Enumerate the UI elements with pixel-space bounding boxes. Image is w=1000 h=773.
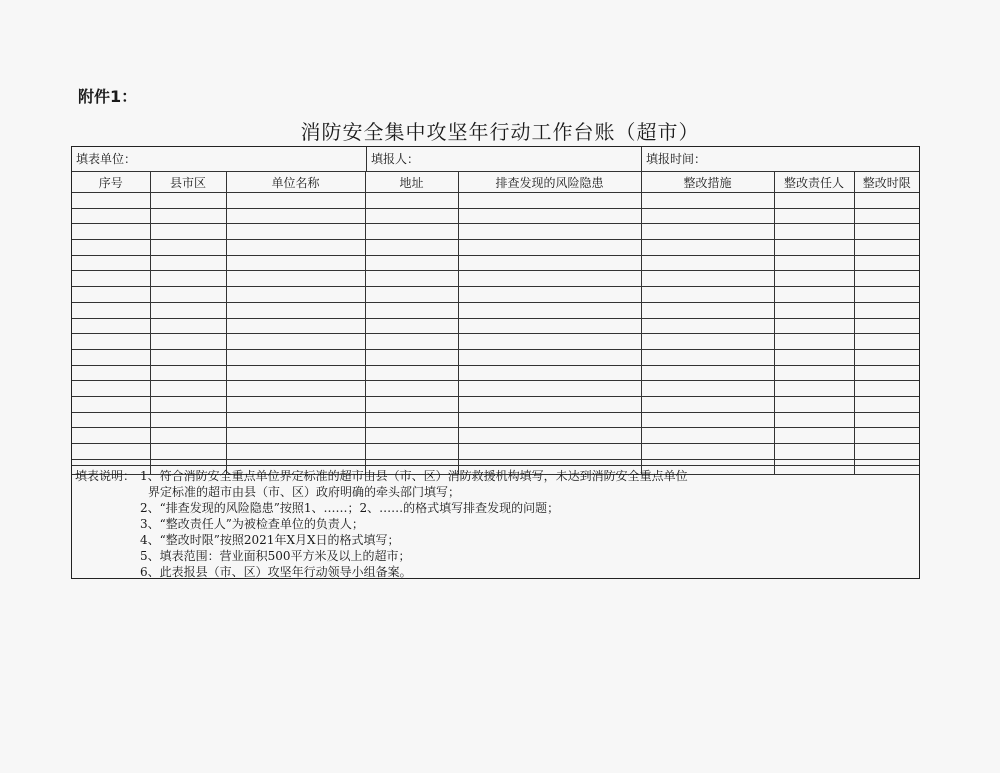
table-cell (72, 302, 150, 318)
table-cell (365, 240, 458, 256)
instructions-heading: 填表说明： (75, 469, 136, 483)
table-row (72, 334, 919, 350)
table-cell (365, 349, 458, 365)
table-cell (72, 208, 150, 224)
table-cell (774, 428, 854, 444)
table-cell (854, 240, 919, 256)
instruction-item: 6、此表报县（市、区）攻坚年行动领导小组备案。 (140, 565, 412, 579)
table-cell (641, 412, 774, 428)
table-row (72, 287, 919, 303)
table-cell (774, 444, 854, 460)
table-cell (226, 302, 365, 318)
instruction-item: 2、“排查发现的风险隐患”按照1、……；2、……的格式填写排查发现的问题； (140, 501, 560, 515)
table-cell (150, 365, 226, 381)
table-cell (854, 381, 919, 397)
table-cell (365, 255, 458, 271)
column-header-serial: 序号 (72, 172, 150, 193)
table-cell (72, 428, 150, 444)
column-header-unit-name: 单位名称 (226, 172, 365, 193)
table-cell (226, 428, 365, 444)
table-cell (854, 318, 919, 334)
table-cell (72, 381, 150, 397)
table-cell (226, 255, 365, 271)
table-cell (458, 365, 641, 381)
table-cell (226, 334, 365, 350)
ledger-table (72, 172, 919, 475)
table-cell (641, 444, 774, 460)
column-header-deadline: 整改时限 (854, 172, 919, 193)
table-cell (854, 444, 919, 460)
table-cell (774, 240, 854, 256)
table-cell (774, 302, 854, 318)
table-row (72, 240, 919, 256)
table-row (72, 365, 919, 381)
table-cell (774, 224, 854, 240)
table-cell (226, 381, 365, 397)
table-cell (150, 208, 226, 224)
table-cell (641, 208, 774, 224)
table-row (72, 208, 919, 224)
table-cell (226, 396, 365, 412)
table-cell (365, 224, 458, 240)
table-cell (458, 444, 641, 460)
table-row (72, 302, 919, 318)
table-cell (226, 208, 365, 224)
table-cell (150, 381, 226, 397)
table-cell (641, 318, 774, 334)
table-cell (774, 334, 854, 350)
table-cell (150, 349, 226, 365)
table-row (72, 412, 919, 428)
table-cell (854, 193, 919, 209)
table-cell (458, 302, 641, 318)
table-cell (72, 255, 150, 271)
filler-field: 填报人： (366, 147, 641, 172)
table-cell (150, 412, 226, 428)
table-cell (226, 318, 365, 334)
table-cell (365, 193, 458, 209)
table-cell (458, 381, 641, 397)
filling-unit-field: 填表单位： (76, 152, 137, 166)
table-cell (641, 381, 774, 397)
table-cell (774, 381, 854, 397)
table-row (72, 224, 919, 240)
table-cell (72, 396, 150, 412)
table-row (72, 396, 919, 412)
table-row (72, 428, 919, 444)
table-cell (150, 318, 226, 334)
table-cell (365, 334, 458, 350)
table-cell (774, 349, 854, 365)
table-cell (854, 255, 919, 271)
table-cell (72, 365, 150, 381)
table-cell (458, 287, 641, 303)
table-cell (72, 412, 150, 428)
table-cell (774, 365, 854, 381)
instruction-item: 5、填表范围：营业面积500平方米及以上的超市； (140, 549, 411, 563)
column-header-county: 县市区 (150, 172, 226, 193)
table-cell (72, 193, 150, 209)
filling-time-field: 填报时间： (641, 147, 919, 172)
table-cell (854, 396, 919, 412)
table-cell (641, 302, 774, 318)
instruction-item: 3、“整改责任人”为被检查单位的负责人； (140, 517, 364, 531)
table-cell (150, 255, 226, 271)
table-cell (365, 444, 458, 460)
table-cell (641, 396, 774, 412)
table-cell (458, 318, 641, 334)
table-cell (226, 349, 365, 365)
table-cell (365, 412, 458, 428)
table-cell (774, 396, 854, 412)
table-cell (150, 271, 226, 287)
table-cell (641, 428, 774, 444)
table-cell (458, 396, 641, 412)
table-cell (641, 240, 774, 256)
table-cell (150, 287, 226, 303)
table-cell (458, 334, 641, 350)
table-cell (458, 240, 641, 256)
table-cell (774, 208, 854, 224)
table-cell (774, 255, 854, 271)
table-cell (365, 396, 458, 412)
table-cell (641, 193, 774, 209)
table-cell (854, 287, 919, 303)
table-cell (150, 302, 226, 318)
table-cell (226, 240, 365, 256)
table-cell (226, 287, 365, 303)
table-row (72, 349, 919, 365)
table-cell (458, 255, 641, 271)
table-cell (150, 334, 226, 350)
table-cell (72, 271, 150, 287)
column-header-responsible: 整改责任人 (774, 172, 854, 193)
table-cell (365, 208, 458, 224)
table-cell (774, 271, 854, 287)
table-cell (774, 287, 854, 303)
table-cell (641, 255, 774, 271)
table-cell (458, 349, 641, 365)
table-cell (458, 271, 641, 287)
table-cell (854, 365, 919, 381)
table-cell (854, 349, 919, 365)
table-cell (458, 193, 641, 209)
attachment-label: 附件1： (78, 87, 138, 106)
column-header-risks: 排查发现的风险隐患 (458, 172, 641, 193)
table-cell (854, 208, 919, 224)
table-cell (226, 412, 365, 428)
table-cell (150, 444, 226, 460)
document-title: 消防安全集中攻坚年行动工作台账（超市） (300, 120, 700, 144)
table-cell (226, 224, 365, 240)
table-cell (365, 365, 458, 381)
instruction-item: 4、“整改时限”按照2021年X月X日的格式填写； (140, 533, 400, 547)
table-cell (854, 428, 919, 444)
table-cell (150, 396, 226, 412)
table-cell (854, 302, 919, 318)
instruction-item: 1、符合消防安全重点单位界定标准的超市由县（市、区）消防救援机构填写，未达到消防安全重点单位 (140, 469, 688, 483)
table-cell (72, 318, 150, 334)
table-cell (458, 428, 641, 444)
table-row (72, 381, 919, 397)
table-cell (150, 224, 226, 240)
table-cell (641, 334, 774, 350)
table-body (72, 193, 919, 475)
table-cell (774, 318, 854, 334)
table-row (72, 255, 919, 271)
column-header-measures: 整改措施 (641, 172, 774, 193)
table-cell (365, 271, 458, 287)
table-cell (72, 334, 150, 350)
table-cell (72, 287, 150, 303)
table-cell (641, 224, 774, 240)
table-row (72, 193, 919, 209)
table-cell (150, 193, 226, 209)
table-cell (72, 240, 150, 256)
table-cell (458, 208, 641, 224)
table-cell (365, 381, 458, 397)
table-cell (854, 334, 919, 350)
table-cell (226, 193, 365, 209)
table-cell (641, 287, 774, 303)
table-cell (365, 287, 458, 303)
table-cell (226, 444, 365, 460)
table-cell (641, 271, 774, 287)
table-cell (226, 271, 365, 287)
table-cell (365, 302, 458, 318)
table-cell (365, 428, 458, 444)
table-cell (365, 318, 458, 334)
filling-instructions (72, 465, 919, 580)
table-cell (72, 224, 150, 240)
table-header-row (72, 172, 919, 193)
table-cell (226, 365, 365, 381)
ledger-form (71, 146, 920, 579)
instruction-item: 界定标准的超市由县（市、区）政府明确的牵头部门填写； (148, 485, 461, 499)
table-cell (854, 412, 919, 428)
table-row (72, 318, 919, 334)
table-cell (150, 428, 226, 444)
table-cell (458, 412, 641, 428)
table-cell (72, 349, 150, 365)
table-cell (854, 271, 919, 287)
info-row (72, 147, 919, 172)
table-cell (854, 224, 919, 240)
column-header-address: 地址 (365, 172, 458, 193)
table-cell (72, 444, 150, 460)
table-cell (458, 224, 641, 240)
table-cell (150, 240, 226, 256)
table-row (72, 444, 919, 460)
table-cell (641, 349, 774, 365)
table-cell (774, 412, 854, 428)
table-cell (774, 193, 854, 209)
table-cell (641, 365, 774, 381)
table-row (72, 271, 919, 287)
